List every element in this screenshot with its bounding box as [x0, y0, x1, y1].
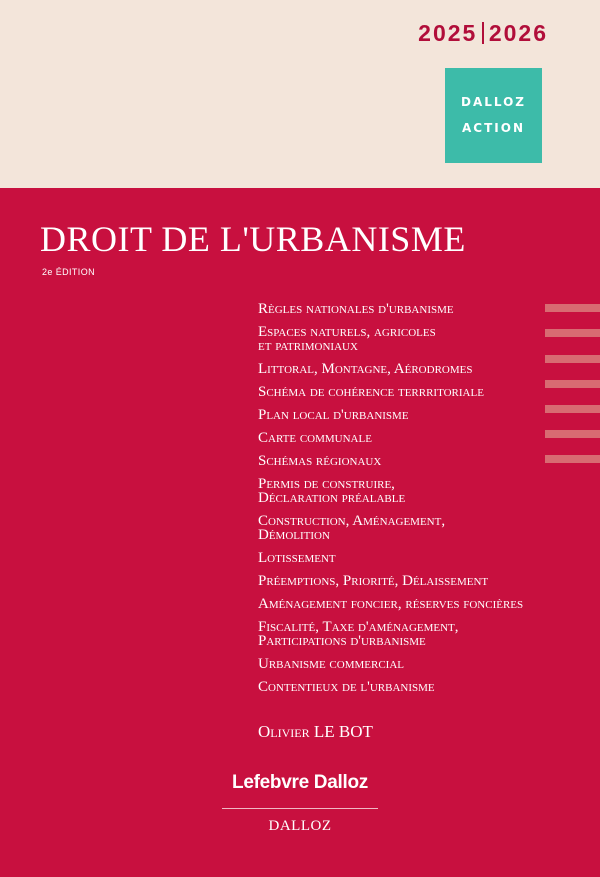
topic-line: Contentieux de l'urbanisme [258, 679, 435, 695]
stripe [545, 329, 600, 337]
topic-line: Fiscalité, Taxe d'aménagement, [258, 619, 459, 635]
year-end: 2026 [488, 20, 548, 46]
topic-line: Littoral, Montagne, Aérodromes [258, 361, 473, 377]
collection-line-2: ACTION [462, 121, 525, 135]
topic-item [258, 454, 523, 468]
topic-item [258, 680, 523, 694]
topic-item [258, 620, 523, 648]
topic-item [258, 597, 523, 611]
collection-line-1: DALLOZ [460, 95, 526, 109]
publisher-logo: Lefebvre Dalloz [232, 772, 368, 793]
topic-line: Construction, Aménagement, [258, 513, 446, 529]
topic-item [258, 408, 523, 422]
topic-item [258, 574, 523, 588]
topics-list [258, 302, 523, 703]
collection-badge [445, 68, 542, 163]
topic-line: et patrimoniaux [258, 338, 358, 354]
topic-line: Schémas régionaux [258, 453, 382, 469]
stripe [545, 430, 600, 438]
topic-line: Permis de construire, [258, 476, 395, 492]
cover-top-band [0, 0, 600, 188]
edition-years [418, 20, 548, 47]
topic-item [258, 551, 523, 565]
topic-item [258, 362, 523, 376]
topic-line: Carte communale [258, 430, 372, 446]
topic-line: Lotissement [258, 550, 336, 566]
topic-item [258, 514, 523, 542]
edition-label: 2e ÉDITION [42, 267, 96, 277]
stripe [545, 405, 600, 413]
stripe [545, 355, 600, 363]
topic-line: Règles nationales d'urbanisme [258, 301, 454, 317]
topic-line: Urbanisme commercial [258, 656, 404, 672]
year-start: 2025 [418, 20, 478, 46]
topic-item [258, 385, 523, 399]
year-separator [482, 22, 484, 44]
topic-line: Préemptions, Priorité, Délaissement [258, 573, 489, 589]
book-title: DROIT DE L'URBANISME [40, 219, 466, 259]
topic-line: Déclaration préalable [258, 490, 406, 506]
publisher-divider [222, 808, 378, 809]
topic-line: Plan local d'urbanisme [258, 407, 409, 423]
stripe [545, 455, 600, 463]
topic-line: Aménagement foncier, réserves foncières [258, 596, 524, 612]
topic-item [258, 325, 523, 353]
topic-item [258, 302, 523, 316]
imprint-logo: DALLOZ [268, 818, 332, 834]
topic-line: Participations d'urbanisme [258, 633, 426, 649]
topic-line: Démolition [258, 527, 330, 543]
topic-item [258, 431, 523, 445]
topic-item [258, 477, 523, 505]
topic-line: Schéma de cohérence terrritoriale [258, 384, 484, 400]
stripe [545, 304, 600, 312]
topic-item [258, 657, 523, 671]
stripe [545, 380, 600, 388]
author-name: Olivier LE BOT [258, 722, 373, 741]
topic-line: Espaces naturels, agricoles [258, 324, 436, 340]
